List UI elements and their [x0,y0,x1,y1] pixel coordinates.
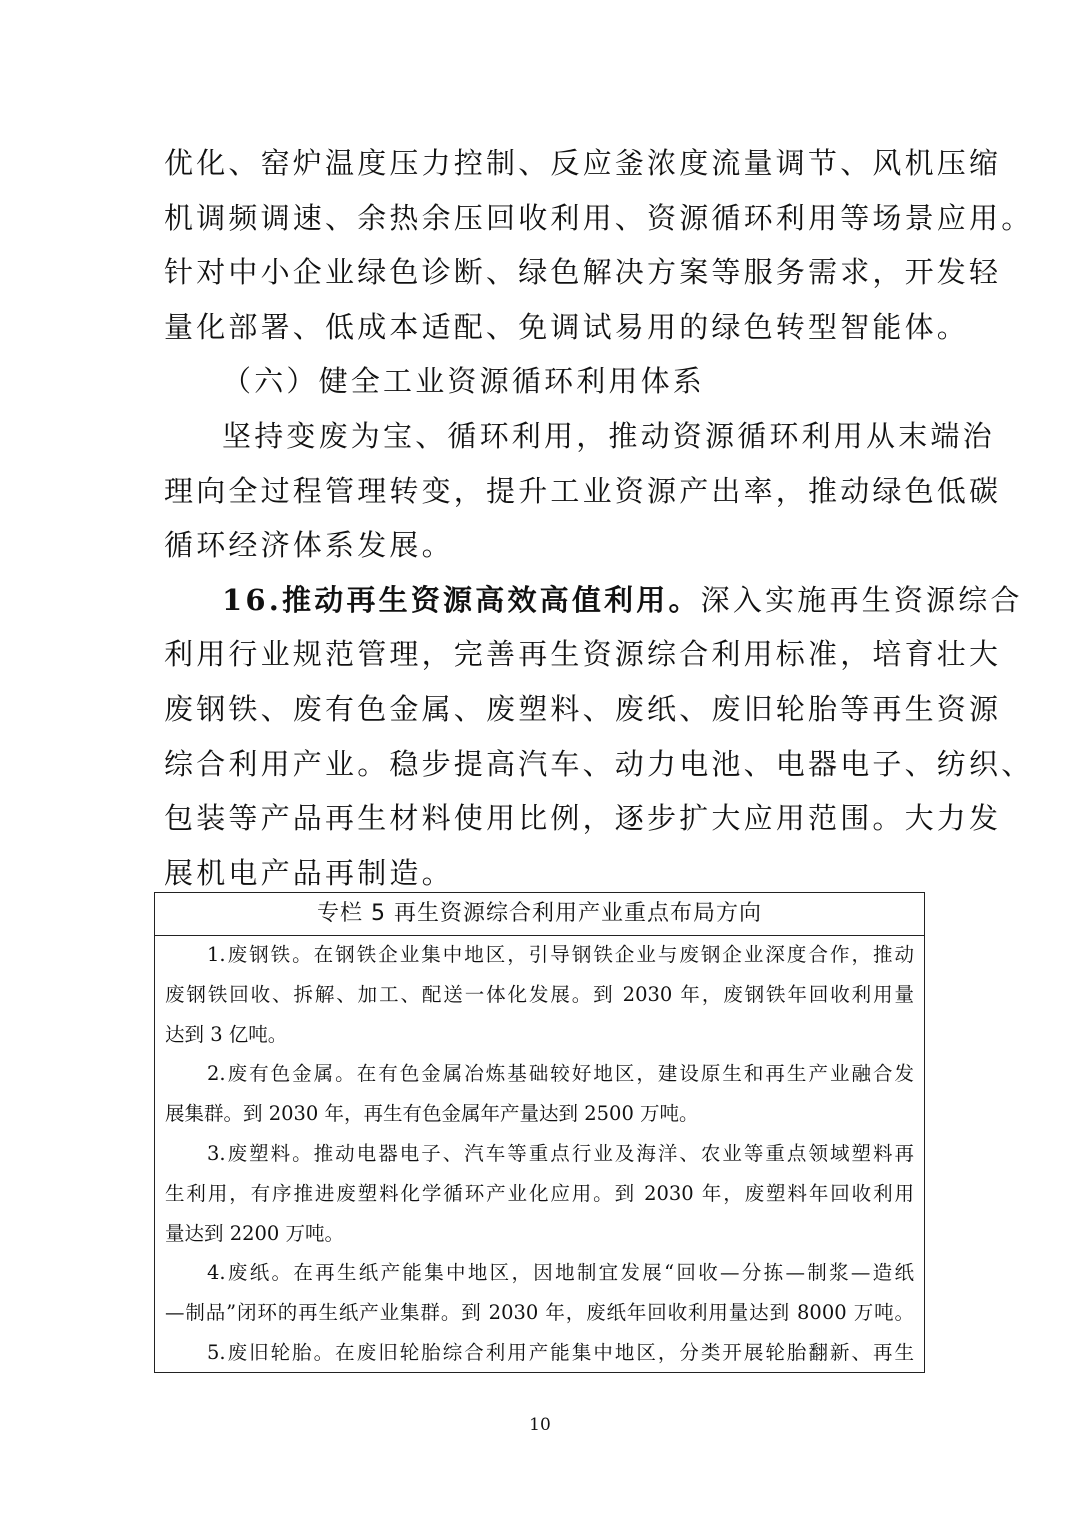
paragraph-line: 针对中小企业绿色诊断、绿色解决方案等服务需求，开发轻 [164,255,1002,290]
box-line: 展集群。到 2030 年，再生有色金属年产量达到 2500 万吨。 [165,1102,699,1126]
body-text [164,136,1034,900]
box-line: 5.废旧轮胎。在废旧轮胎综合利用产能集中地区，分类开展轮胎翻新、再生 [207,1340,914,1364]
box-title: 专栏 5 再生资源综合利用产业重点布局方向 [155,893,924,936]
paragraph-line: 废钢铁、废有色金属、废塑料、废纸、废旧轮胎等再生资源 [164,691,1002,726]
paragraph-line: 机调频调速、余热余压回收利用、资源循环利用等场景应用。 [164,200,1034,235]
box-body [155,935,924,1373]
box-line: 2.废有色金属。在有色金属冶炼基础较好地区，建设原生和再生产业融合发 [207,1062,914,1086]
paragraph-line: 综合利用产业。稳步提高汽车、动力电池、电器电子、纺织、 [164,746,1034,781]
box-line: 量达到 2200 万吨。 [165,1221,345,1245]
paragraph-line: 利用行业规范管理，完善再生资源综合利用标准，培育壮大 [164,637,1002,672]
item-heading: 16.推动再生资源高效高值利用。 [222,582,701,617]
item-text: 深入实施再生资源综合 [700,582,1023,617]
box-line: 废钢铁回收、拆解、加工、配送一体化发展。到 2030 年，废钢铁年回收利用量 [165,982,914,1006]
paragraph-line: 坚持变废为宝、循环利用，推动资源循环利用从末端治 [222,418,995,453]
column-box [154,892,925,1373]
page-number: 10 [529,1415,551,1435]
paragraph-line [164,573,1023,628]
box-line: 生利用，有序推进废塑料化学循环产业化应用。到 2030 年，废塑料年回收利用 [165,1181,914,1205]
paragraph-line: 量化部署、低成本适配、免调试易用的绿色转型智能体。 [164,309,970,344]
paragraph-line: 理向全过程管理转变，提升工业资源产出率，推动绿色低碳 [164,473,1002,508]
box-line: 3.废塑料。推动电器电子、汽车等重点行业及海洋、农业等重点领域塑料再 [207,1141,914,1165]
box-line: 4.废纸。在再生纸产能集中地区，因地制宜发展“回收—分拣—制浆—造纸 [207,1261,914,1285]
box-line: —制品”闭环的再生纸产业集群。到 2030 年，废纸年回收利用量达到 8000 万吨。 [165,1301,914,1325]
box-line: 1.废钢铁。在钢铁企业集中地区，引导钢铁企业与废钢企业深度合作，推动 [207,943,914,966]
section-heading: （六）健全工业资源循环利用体系 [222,364,706,399]
paragraph-line: 包装等产品再生材料使用比例，逐步扩大应用范围。大力发 [164,801,1002,836]
paragraph-line: 展机电产品再制造。 [164,855,454,890]
paragraph-line: 优化、窑炉温度压力控制、反应釜浓度流量调节、风机压缩 [164,146,1002,180]
box-line: 达到 3 亿吨。 [165,1022,288,1046]
paragraph-line: 循环经济体系发展。 [164,528,454,563]
